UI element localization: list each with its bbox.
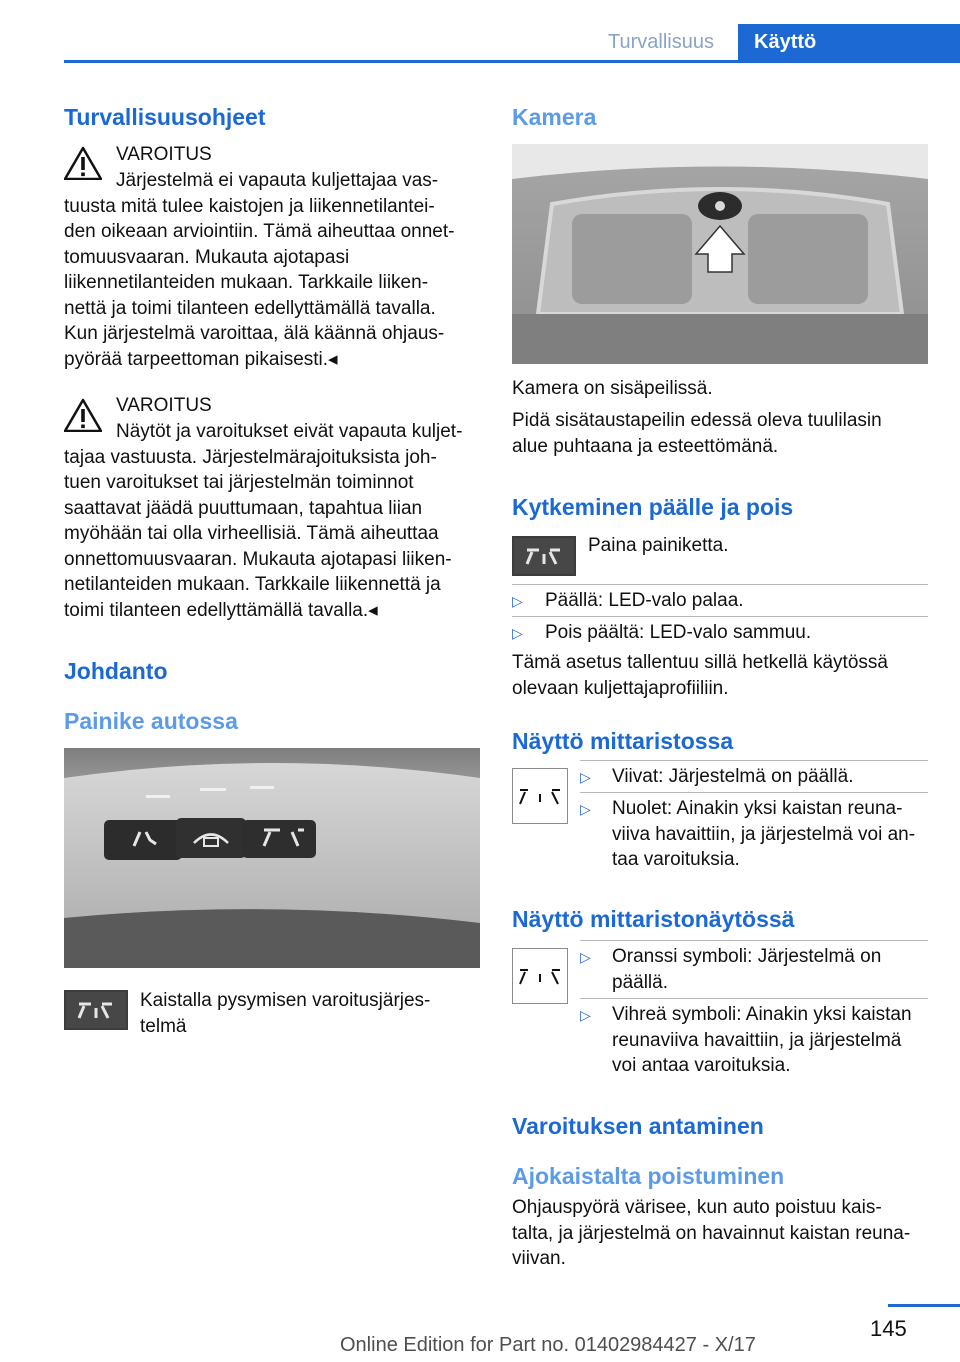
list-item: Viivat: Järjestelmä on päällä. — [612, 766, 854, 787]
warning-text-line: Kun järjestelmä varoittaa, älä käännä ohjaus- — [64, 323, 445, 344]
footer-rule — [888, 1304, 960, 1307]
bullet-triangle-icon: ▷ — [580, 769, 591, 785]
subheading-ajokaistalta: Ajokaistalta poistuminen — [512, 1163, 785, 1189]
bullet-triangle-icon: ▷ — [580, 1007, 591, 1023]
list-item: Oranssi symboli: Järjestelmä on — [612, 946, 882, 967]
page-number: 145 — [870, 1316, 907, 1341]
leaving-text-line: Ohjauspyörä värisee, kun auto poistuu kais- — [512, 1197, 882, 1218]
button-caption-line: Kaistalla pysymisen varoitusjärjes- — [140, 990, 431, 1011]
list-item-line: viiva havaittiin, ja järjestelmä voi an- — [612, 823, 916, 845]
tab-turvallisuus[interactable]: Turvallisuus — [586, 24, 736, 60]
bullet-divider — [580, 792, 928, 793]
warning-text-line: saattavat jäädä puuttumaan, tapahtua liian — [64, 497, 423, 519]
bullet-triangle-icon: ▷ — [580, 801, 591, 817]
list-item-line: voi antaa varoituksia. — [612, 1055, 791, 1076]
warning-text-line: pyörää tarpeettoman pikaisesti.◂ — [64, 348, 338, 370]
bullet-triangle-icon: ▷ — [580, 949, 591, 965]
bullet-divider — [512, 584, 928, 585]
warning-text-line: tuusta mitä tulee kaistojen ja liikennetilantei- — [64, 195, 435, 217]
lane-departure-button-icon — [64, 990, 128, 1030]
heading-naytto-mittaristossa: Näyttö mittaristossa — [512, 728, 734, 754]
camera-text-line: Pidä sisätaustapeilin edessä oleva tuulilasin — [512, 410, 882, 431]
camera-text: Kamera on sisäpeilissä. — [512, 378, 713, 399]
cluster-lane-icon — [512, 768, 568, 824]
list-item-line: päällä. — [612, 971, 668, 993]
warning-text-line: toimi tilanteen edellyttämällä tavalla.◂ — [64, 599, 378, 621]
leaving-text-line: talta, ja järjestelmä on havainnut kaistan reuna- — [512, 1222, 911, 1244]
list-item: Pois päältä: LED-valo sammuu. — [545, 622, 812, 643]
warning-text-line: myöhään tai olla virheellisiä. Tämä aiheuttaa — [64, 523, 439, 544]
warning-label: VAROITUS — [116, 395, 212, 416]
lane-departure-button-icon — [512, 536, 576, 576]
warning-triangle-icon — [64, 398, 102, 432]
header-rule — [64, 60, 960, 63]
heading-johdanto: Johdanto — [64, 658, 168, 684]
bullet-divider — [580, 760, 928, 761]
edition-footer: Online Edition for Part no. 01402984427 - X/17 — [340, 1334, 756, 1356]
camera-photo — [512, 144, 928, 364]
warning-text-line: tomuusvaaran. Mukauta ajotapasi — [64, 246, 350, 268]
warning-text-line: den oikeaan arviointiin. Tämä aiheuttaa onnet- — [64, 221, 455, 242]
heading-turvallisuusohjeet: Turvallisuusohjeet — [64, 104, 266, 130]
leaving-text-line: viivan. — [512, 1248, 566, 1269]
warning-text-line: Järjestelmä ei vapauta kuljettajaa vas- — [116, 170, 439, 191]
list-item: Nuolet: Ainakin yksi kaistan reuna- — [612, 798, 903, 819]
bullet-triangle-icon: ▷ — [512, 625, 523, 641]
bullet-divider — [580, 998, 928, 999]
bullet-triangle-icon: ▷ — [512, 593, 523, 609]
warning-text-line: netilanteiden mukaan. Tarkkaile liikennettä ja — [64, 574, 441, 595]
camera-text-line: alue puhtaana ja esteettömänä. — [512, 435, 779, 457]
warning-text-line: liikennetilanteiden mukaan. Tarkkaile liiken- — [64, 272, 429, 293]
warning-text-line: tuen varoitukset tai järjestelmän toiminnot — [64, 472, 414, 493]
warning-label: VAROITUS — [116, 144, 212, 165]
heading-naytto-mittaristonaytossa: Näyttö mittaristonäytössä — [512, 906, 795, 932]
hud-lane-icon — [512, 948, 568, 1004]
list-item-line: reunaviiva havaittiin, ja järjestelmä — [612, 1029, 902, 1051]
warning-triangle-icon — [64, 146, 102, 180]
warning-text-line: tajaa vastuusta. Järjestelmärajoituksista joh- — [64, 446, 437, 468]
saved-text-line: Tämä asetus tallentuu sillä hetkellä käytössä — [512, 652, 888, 673]
button-panel-photo — [64, 748, 480, 968]
heading-varoituksen-antaminen: Varoituksen antaminen — [512, 1113, 764, 1139]
tab-kaytto[interactable]: Käyttö — [738, 24, 960, 60]
button-caption-line: telmä — [140, 1015, 187, 1037]
list-item: Päällä: LED-valo palaa. — [545, 590, 744, 611]
saved-text-line: olevaan kuljettajaprofiiliin. — [512, 677, 729, 699]
list-item-line: taa varoituksia. — [612, 849, 740, 870]
list-item: Vihreä symboli: Ainakin yksi kaistan — [612, 1004, 912, 1025]
bullet-divider — [512, 616, 928, 617]
warning-text-line: nettä ja toimi tilanteen edellyttämällä tavalla. — [64, 297, 436, 319]
heading-kamera: Kamera — [512, 104, 597, 130]
bullet-divider — [580, 940, 928, 941]
subheading-painike-autossa: Painike autossa — [64, 708, 238, 734]
heading-kytkeminen: Kytkeminen päälle ja pois — [512, 494, 794, 520]
warning-text-line: onnettomuusvaaran. Mukauta ajotapasi liiken- — [64, 548, 452, 570]
press-button-text: Paina painiketta. — [588, 535, 729, 556]
warning-text-line: Näytöt ja varoitukset eivät vapauta kuljet- — [116, 421, 463, 442]
